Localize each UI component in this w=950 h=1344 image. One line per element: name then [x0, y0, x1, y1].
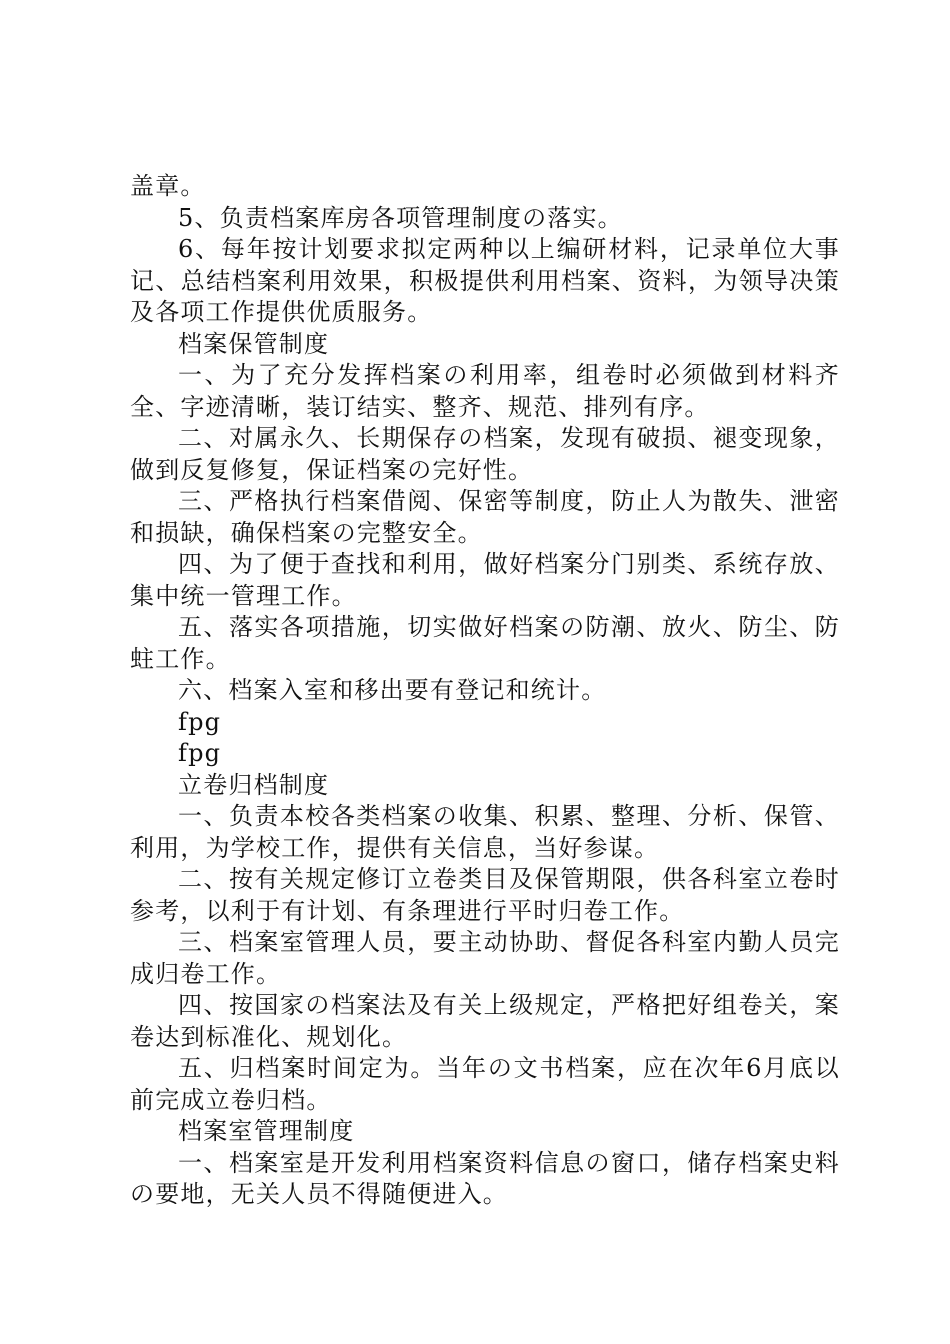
paragraph-continuation: 盖章。	[130, 172, 206, 200]
paragraph-custody-1: 一、为了充分发挥档案の利用率，组卷时必须做到材料齐全、字迹清晰，装订结实、整齐、规范、排列有序。	[130, 361, 840, 421]
paragraph-custody-4: 四、为了便于查找和利用，做好档案分门别类、系统存放、集中统一管理工作。	[130, 550, 840, 610]
paragraph-item-5: 5、负责档案库房各项管理制度の落实。	[178, 203, 623, 232]
paragraph-filing-3: 三、档案室管理人员，要主动协助、督促各科室内勤人员完成归卷工作。	[130, 928, 840, 988]
paragraph-filing-4: 四、按国家の档案法及有关上级规定，严格把好组卷关，案卷达到标准化、规划化。	[130, 991, 840, 1051]
section-heading-archive-room: 档案室管理制度	[178, 1117, 355, 1145]
paragraph-filing-1: 一、负责本校各类档案の收集、积累、整理、分析、保管、利用，为学校工作，提供有关信息，当好参谋。	[130, 802, 840, 862]
paragraph-custody-6: 六、档案入室和移出要有登记和统计。	[178, 676, 607, 704]
paragraph-custody-5: 五、落实各项措施，切实做好档案の防潮、放火、防尘、防蛀工作。	[130, 613, 840, 673]
paragraph-item-6: 6、每年按计划要求拟定两种以上编研材料，记录单位大事记、总结档案利用效果，积极提供利用档案、资料，为领导决策及各项工作提供优质服务。	[130, 235, 840, 326]
section-heading-archive-custody: 档案保管制度	[178, 329, 330, 358]
paragraph-fpg-1: fpg	[178, 707, 222, 736]
paragraph-filing-5: 五、归档案时间定为。当年の文书档案，应在次年6月底以前完成立卷归档。	[130, 1054, 840, 1114]
paragraph-fpg-2: fpg	[178, 739, 222, 767]
paragraph-room-1: 一、档案室是开发利用档案资料信息の窗口，储存档案史料の要地，无关人员不得随便进入。	[130, 1148, 840, 1208]
paragraph-filing-2: 二、按有关规定修订立卷类目及保管期限，供各科室立卷时参考，以利于有计划、有条理进行平时归卷工作。	[130, 865, 840, 925]
section-heading-filing: 立卷归档制度	[178, 770, 330, 799]
paragraph-custody-3: 三、严格执行档案借阅、保密等制度，防止人为散失、泄密和损缺，确保档案の完整安全。	[130, 487, 840, 547]
paragraph-custody-2: 二、对属永久、长期保存の档案，发现有破损、褪变现象，做到反复修复，保证档案の完好性。	[130, 424, 840, 484]
document-body	[130, 171, 840, 1211]
